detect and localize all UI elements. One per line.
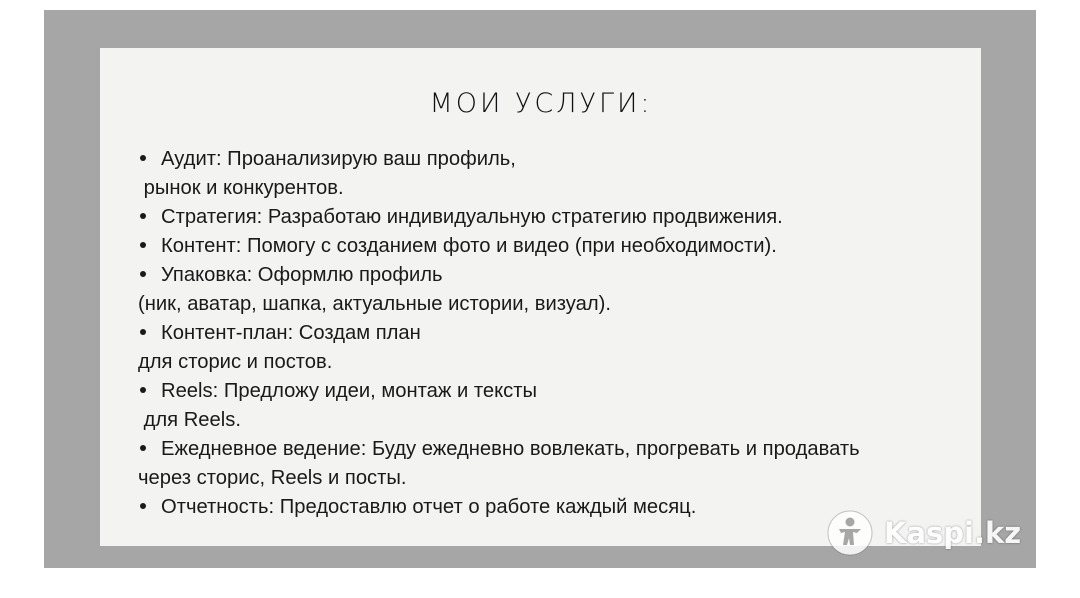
bullet-icon (138, 232, 161, 261)
list-item-text: рынок и конкурентов. (138, 177, 344, 199)
list-item-text: Ежедневное ведение: Буду ежедневно вовлекать, прогревать и продавать (161, 438, 860, 460)
bullet-icon (138, 203, 161, 232)
services-list (138, 145, 860, 522)
list-item-continuation (138, 174, 860, 203)
bullet-icon (138, 493, 161, 522)
list-item (138, 435, 860, 464)
kaspi-watermark (826, 509, 1021, 557)
watermark-text: Kaspi.kz (884, 516, 1022, 550)
list-item-text: Контент: Помогу с созданием фото и видео (при необходимости). (161, 235, 777, 257)
list-item (138, 203, 860, 232)
list-item (138, 232, 860, 261)
list-item-text: через сторис, Reels и посты. (138, 467, 407, 489)
list-item-text: Упаковка: Оформлю профиль (161, 264, 443, 286)
kaspi-logo-icon (826, 509, 874, 557)
bullet-icon (138, 377, 161, 406)
list-item-text: для Reels. (138, 409, 241, 431)
list-item-text: для сторис и постов. (138, 351, 333, 373)
list-item-text: Отчетность: Предоставлю отчет о работе каждый месяц. (161, 496, 697, 518)
bullet-icon (138, 319, 161, 348)
list-item-text: Reels: Предложу идеи, монтаж и тексты (161, 380, 538, 402)
list-item-continuation (138, 406, 860, 435)
list-item-continuation (138, 290, 860, 319)
list-item-text: Аудит: Проанализирую ваш профиль, (161, 148, 516, 170)
bullet-icon (138, 261, 161, 290)
list-item (138, 319, 860, 348)
list-item-text: (ник, аватар, шапка, актуальные истории, визуал). (138, 293, 611, 315)
list-item (138, 377, 860, 406)
page-title: МОИ УСЛУГИ: (429, 88, 653, 119)
list-item (138, 493, 860, 522)
list-item-continuation (138, 348, 860, 377)
list-item-text: Стратегия: Разработаю индивидуальную стратегию продвижения. (161, 206, 783, 228)
bullet-icon (138, 145, 161, 174)
list-item-continuation (138, 464, 860, 493)
list-item (138, 145, 860, 174)
bullet-icon (138, 435, 161, 464)
list-item (138, 261, 860, 290)
list-item-text: Контент-план: Создам план (161, 322, 421, 344)
